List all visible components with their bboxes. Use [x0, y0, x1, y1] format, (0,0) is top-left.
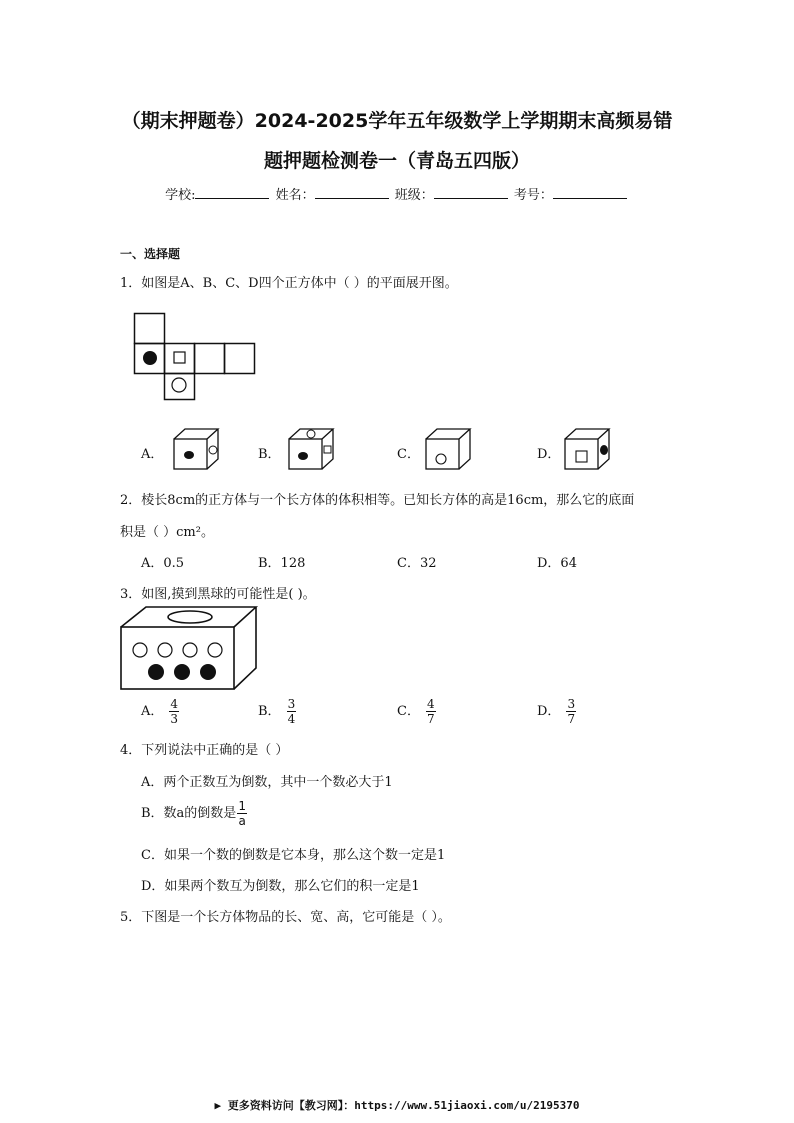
q3-option-c[interactable]: [397, 697, 436, 726]
school-blank[interactable]: [195, 186, 269, 199]
class-label: 班级：: [394, 188, 434, 203]
q3-option-b-label: B．: [258, 704, 281, 719]
name-blank[interactable]: [315, 186, 389, 199]
q4-option-a[interactable]: A．两个正数互为倒数，其中一个数必大于1: [141, 775, 393, 790]
name-label: 姓名：: [275, 188, 315, 203]
q2-option-c[interactable]: C．32: [397, 556, 437, 571]
denominator: 4: [287, 712, 296, 726]
q1-option-a-cube[interactable]: [173, 428, 223, 472]
denominator: a: [238, 814, 246, 828]
numerator: 3: [287, 697, 296, 711]
question-5-text: 5．下图是一个长方体物品的长、宽、高，它可能是（ ）。: [120, 910, 451, 925]
cube-net-figure: [134, 313, 259, 403]
denominator: 7: [567, 712, 576, 726]
denominator: 7: [426, 712, 435, 726]
q4-option-b-text: B．数a的倒数是: [141, 806, 237, 821]
student-info-row: [0, 184, 794, 203]
question-1-text: 1．如图是A、B、C、D四个正方体中（ ）的平面展开图。: [120, 276, 458, 291]
q3-option-d[interactable]: [537, 697, 576, 726]
q2-option-a[interactable]: A．0.5: [141, 556, 185, 571]
q1-option-c-label[interactable]: C．: [397, 447, 420, 462]
class-blank[interactable]: [434, 186, 508, 199]
ball-box-figure: [120, 606, 260, 691]
section-heading: 一、选择题: [120, 247, 181, 261]
fraction: [169, 697, 179, 726]
q4-option-d[interactable]: D．如果两个数互为倒数，那么它们的积一定是1: [141, 879, 420, 894]
doc-title-line2: 题押题检测卷一（青岛五四版）: [263, 150, 530, 172]
q2-option-b[interactable]: B．128: [258, 556, 306, 571]
q4-option-c[interactable]: C．如果一个数的倒数是它本身，那么这个数一定是1: [141, 848, 446, 863]
fraction: [237, 799, 247, 828]
q3-option-d-label: D．: [537, 704, 561, 719]
numerator: 1: [238, 799, 246, 813]
q2-option-d[interactable]: D．64: [537, 556, 577, 571]
q3-option-b[interactable]: [258, 697, 296, 726]
question-3-text: 3．如图,摸到黑球的可能性是( )。: [120, 587, 316, 602]
q3-option-a[interactable]: [141, 697, 179, 726]
numerator: 3: [567, 697, 576, 711]
footer-link[interactable]: ▶ 更多资料访问【教习网】：https://www.51jiaoxi.com/u/2195370: [214, 1099, 580, 1112]
q1-option-b-label[interactable]: B．: [258, 447, 281, 462]
q1-option-b-cube[interactable]: [288, 428, 338, 472]
q3-option-a-label: A．: [141, 704, 164, 719]
q3-option-c-label: C．: [397, 704, 420, 719]
q1-option-c-cube[interactable]: [425, 428, 475, 472]
q4-option-b[interactable]: [141, 799, 247, 828]
q1-option-a-label[interactable]: A．: [141, 447, 164, 462]
q1-option-d-cube[interactable]: [564, 428, 614, 472]
numerator: 4: [170, 697, 179, 711]
fraction: [566, 697, 576, 726]
q1-option-d-label[interactable]: D．: [537, 447, 561, 462]
numerator: 4: [426, 697, 435, 711]
question-4-text: 4．下列说法中正确的是（ ）: [120, 743, 289, 758]
question-2-text-line1: 2．棱长8cm的正方体与一个长方体的体积相等。已知长方体的高是16cm，那么它的底面: [120, 493, 635, 508]
exam-no-label: 考号：: [513, 188, 553, 203]
denominator: 3: [170, 712, 179, 726]
exam-no-blank[interactable]: [553, 186, 627, 199]
fraction: [426, 697, 436, 726]
fraction: [287, 697, 297, 726]
doc-title-line1: （期末押题卷）2024-2025学年五年级数学上学期期末高频易错: [121, 110, 673, 132]
school-label: 学校:: [165, 188, 196, 203]
question-2-text-line2: 积是（ ）cm²。: [120, 525, 214, 540]
